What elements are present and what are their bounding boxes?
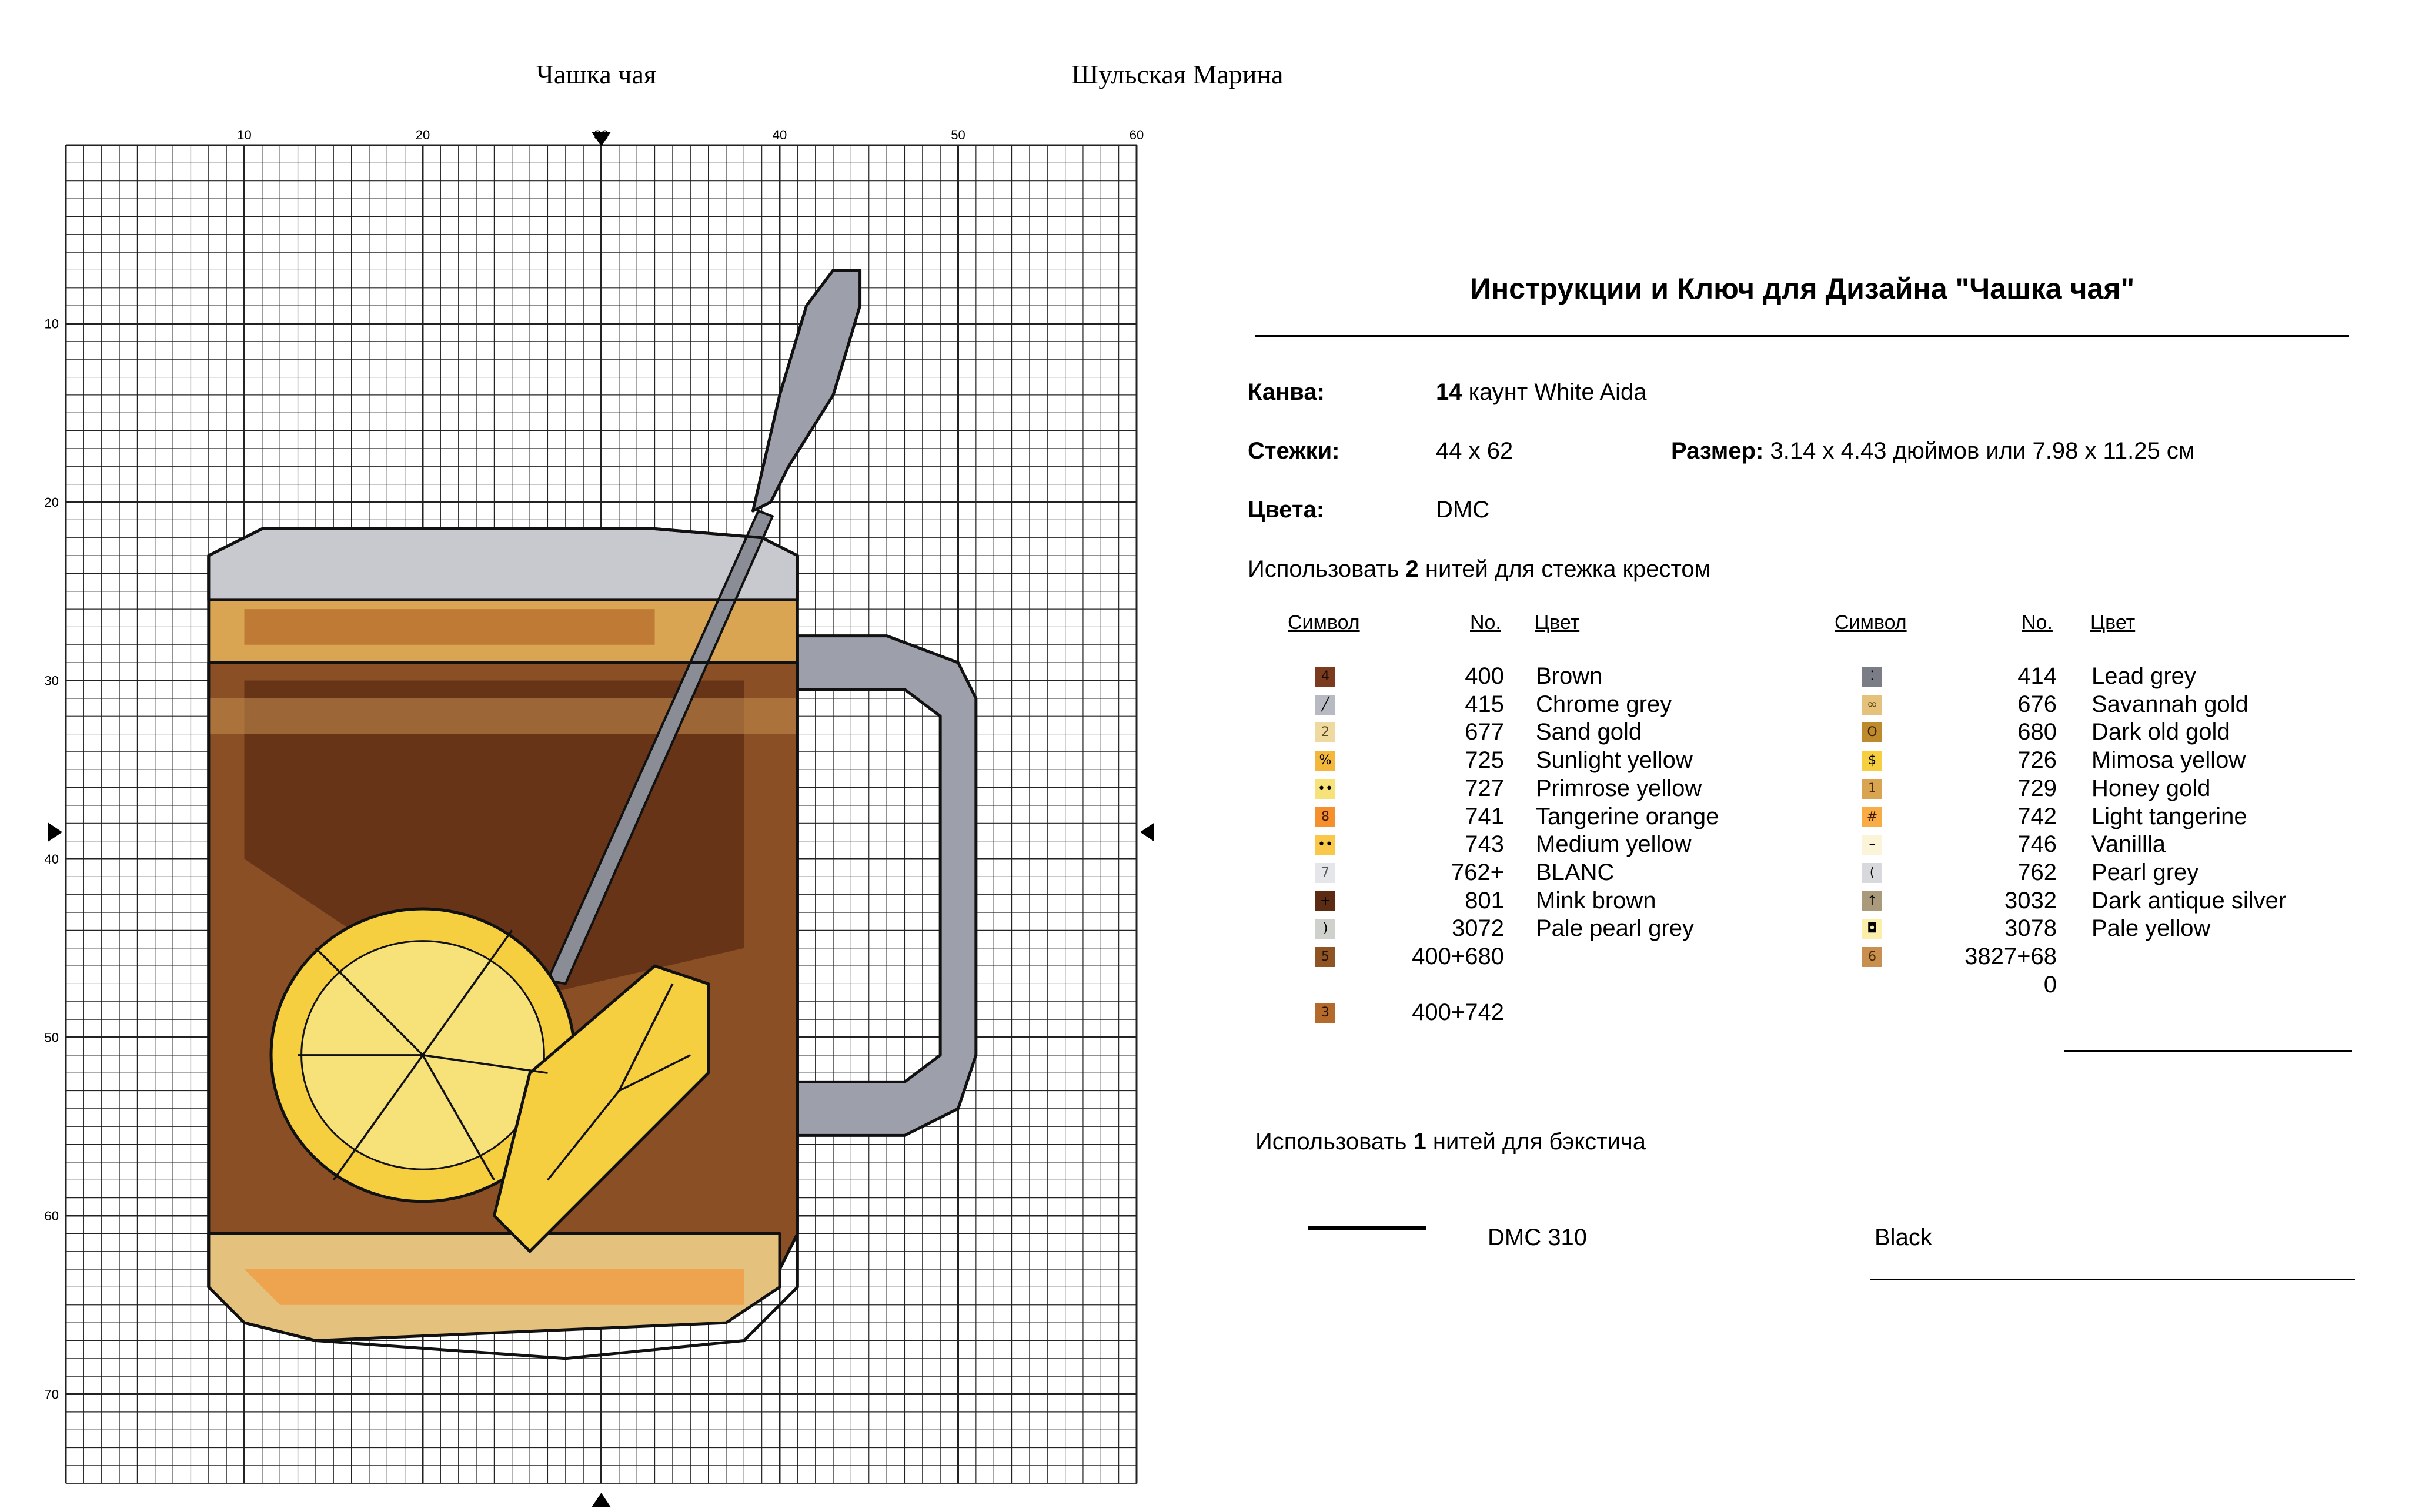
color-name: Primrose yellow bbox=[1536, 775, 1702, 801]
color-name: Sunlight yellow bbox=[1536, 747, 1693, 774]
right-color-row bbox=[0, 859, 2409, 888]
bottom-rule bbox=[1870, 1279, 2355, 1280]
x-axis-tick-label: 50 bbox=[951, 128, 965, 142]
back-pre: Использовать bbox=[1255, 1129, 1407, 1155]
color-swatch: •• bbox=[1315, 835, 1335, 855]
color-swatch: ∞ bbox=[1862, 695, 1882, 715]
color-swatch: # bbox=[1862, 807, 1882, 827]
color-name: Savannah gold bbox=[2091, 691, 2248, 717]
color-name: Mink brown bbox=[1536, 887, 1656, 914]
colors-label: Цвета: bbox=[1248, 497, 1325, 523]
right-color-row bbox=[0, 663, 2409, 691]
color-swatch: 4 bbox=[1315, 667, 1335, 687]
dmc-number: 741 bbox=[1465, 803, 1504, 829]
dmc-number: 801 bbox=[1465, 887, 1504, 914]
color-swatch: ( bbox=[1862, 863, 1882, 883]
canvas-type: каунт White Aida bbox=[1468, 379, 1647, 405]
x-axis-tick-label: 40 bbox=[772, 128, 787, 142]
dmc-number: 726 bbox=[2017, 747, 2057, 774]
dmc-number: 725 bbox=[1465, 747, 1504, 774]
dmc-number: 3032 bbox=[2004, 887, 2057, 914]
canvas-count: 14 bbox=[1436, 379, 1462, 405]
dmc-number: 680 bbox=[2017, 719, 2057, 745]
dmc-number: 414 bbox=[2017, 663, 2057, 689]
y-axis-tick-label: 50 bbox=[44, 1030, 59, 1045]
stitches-value: 44 x 62 bbox=[1436, 438, 1513, 464]
size-label: Размер: bbox=[1671, 438, 1764, 464]
x-axis-tick-label: 60 bbox=[1129, 128, 1144, 142]
color-name: Tangerine orange bbox=[1536, 803, 1719, 829]
color-swatch: 1 bbox=[1862, 779, 1882, 799]
y-axis-tick-label: 40 bbox=[44, 852, 59, 867]
dmc-number: 677 bbox=[1465, 719, 1504, 745]
dmc-number: 729 bbox=[2017, 775, 2057, 801]
right-col-color: Цвет bbox=[2090, 611, 2136, 634]
stitches-label: Стежки: bbox=[1248, 438, 1340, 464]
key-end-rule bbox=[2064, 1050, 2352, 1052]
color-swatch: ⁚ bbox=[1862, 667, 1882, 687]
size-value: 3.14 x 4.43 дюймов или 7.98 x 11.25 см bbox=[1770, 438, 2195, 464]
color-swatch: 5 bbox=[1315, 947, 1335, 967]
color-swatch: 6 bbox=[1862, 947, 1882, 967]
backstitch-dmc: DMC 310 bbox=[1488, 1225, 1587, 1250]
right-color-row bbox=[0, 775, 2409, 804]
color-swatch: 8 bbox=[1315, 807, 1335, 827]
color-swatch: + bbox=[1315, 891, 1335, 911]
right-color-row bbox=[0, 691, 2409, 720]
backstitch-instruction bbox=[1255, 1129, 1646, 1155]
right-col-symbol: Символ bbox=[1835, 611, 1907, 634]
dmc-number: 727 bbox=[1465, 775, 1504, 801]
color-swatch: $ bbox=[1862, 751, 1882, 771]
dmc-number: 400+742 bbox=[1412, 999, 1504, 1026]
color-name: Brown bbox=[1536, 663, 1603, 689]
spoon-bowl bbox=[753, 270, 860, 511]
canvas-label: Канва: bbox=[1248, 379, 1325, 405]
color-name: Vanillla bbox=[2091, 831, 2166, 858]
dmc-number: 3078 bbox=[2004, 915, 2057, 942]
right-color-row bbox=[0, 915, 2409, 944]
right-color-row bbox=[0, 888, 2409, 916]
color-name: Pale pearl grey bbox=[1536, 915, 1695, 942]
color-name: Dark old gold bbox=[2091, 719, 2230, 745]
dmc-number: 0 bbox=[2043, 971, 2057, 998]
color-name: Light tangerine bbox=[2091, 803, 2247, 829]
cross-pre: Использовать bbox=[1248, 556, 1399, 582]
key-title: Инструкции и Ключ для Дизайна "Чашка чая" bbox=[1470, 272, 2135, 305]
color-swatch: O bbox=[1862, 722, 1882, 742]
x-axis-tick-label: 20 bbox=[415, 128, 430, 142]
color-name: Honey gold bbox=[2091, 775, 2211, 801]
right-color-row bbox=[0, 804, 2409, 832]
backstitch-color: Black bbox=[1875, 1225, 1932, 1250]
color-name: Lead grey bbox=[2091, 663, 2196, 689]
dmc-number: 762 bbox=[2017, 859, 2057, 885]
color-name: Chrome grey bbox=[1536, 691, 1672, 717]
color-swatch: ◘ bbox=[1862, 919, 1882, 939]
left-color-row bbox=[0, 999, 2409, 1028]
left-col-symbol: Символ bbox=[1288, 611, 1360, 634]
size-info bbox=[1671, 438, 2194, 464]
dmc-number: 415 bbox=[1465, 691, 1504, 717]
y-axis-tick-label: 30 bbox=[44, 673, 59, 688]
tea-surface-shade bbox=[245, 609, 655, 645]
color-name: Pale yellow bbox=[2091, 915, 2211, 942]
pattern-title: Чашка чая bbox=[536, 59, 657, 89]
right-color-row bbox=[0, 972, 2409, 1000]
dmc-number: 3072 bbox=[1452, 915, 1504, 942]
cross-stitch-instruction bbox=[1248, 556, 1710, 583]
color-swatch: % bbox=[1315, 751, 1335, 771]
dmc-number: 3827+68 bbox=[1964, 944, 2057, 969]
mug-bottom-orange bbox=[245, 1269, 744, 1305]
color-name: Sand gold bbox=[1536, 719, 1642, 745]
dmc-number: 742 bbox=[2017, 803, 2057, 829]
y-axis-tick-label: 60 bbox=[44, 1209, 59, 1223]
right-color-row bbox=[0, 747, 2409, 775]
cross-strands: 2 bbox=[1405, 556, 1419, 582]
backstitch-line-sample bbox=[1308, 1226, 1426, 1230]
color-name: BLANC bbox=[1536, 859, 1615, 885]
title-rule bbox=[1255, 335, 2349, 337]
back-post: нитей для бэкстича bbox=[1432, 1129, 1646, 1155]
color-swatch: – bbox=[1862, 835, 1882, 855]
color-name: Medium yellow bbox=[1536, 831, 1692, 858]
dmc-number: 762+ bbox=[1451, 859, 1504, 885]
right-color-row bbox=[0, 719, 2409, 747]
dmc-number: 400 bbox=[1465, 663, 1504, 689]
right-color-row bbox=[0, 944, 2409, 972]
color-swatch: •• bbox=[1315, 779, 1335, 799]
color-swatch: ↑ bbox=[1862, 891, 1882, 911]
dmc-number: 746 bbox=[2017, 831, 2057, 858]
canvas-value bbox=[1436, 379, 1647, 406]
y-axis-tick-label: 20 bbox=[44, 495, 59, 510]
designer-name: Шульская Марина bbox=[1071, 59, 1284, 89]
y-axis-tick-label: 70 bbox=[44, 1387, 59, 1402]
color-name: Dark antique silver bbox=[2091, 887, 2287, 914]
color-name: Mimosa yellow bbox=[2091, 747, 2246, 774]
right-col-no: No. bbox=[2022, 611, 2053, 634]
mug-rim bbox=[209, 529, 798, 600]
dmc-number: 676 bbox=[2017, 691, 2057, 717]
center-marker-bottom bbox=[592, 1493, 611, 1507]
left-col-no: No. bbox=[1470, 611, 1501, 634]
y-axis-tick-label: 10 bbox=[44, 316, 59, 332]
right-color-row bbox=[0, 831, 2409, 859]
back-strands: 1 bbox=[1413, 1129, 1426, 1155]
color-swatch: 2 bbox=[1315, 722, 1335, 742]
color-name: Pearl grey bbox=[2091, 859, 2199, 885]
color-swatch: 7 bbox=[1315, 863, 1335, 883]
color-swatch: ╱ bbox=[1315, 695, 1335, 715]
dmc-number: 743 bbox=[1465, 831, 1504, 858]
x-axis-tick-label: 10 bbox=[237, 128, 252, 142]
color-swatch: ) bbox=[1315, 919, 1335, 939]
colors-value: DMC bbox=[1436, 497, 1490, 523]
color-swatch: 3 bbox=[1315, 1003, 1335, 1023]
left-col-color: Цвет bbox=[1535, 611, 1580, 634]
cross-post: нитей для стежка крестом bbox=[1425, 556, 1711, 582]
dmc-number: 400+680 bbox=[1412, 944, 1504, 969]
